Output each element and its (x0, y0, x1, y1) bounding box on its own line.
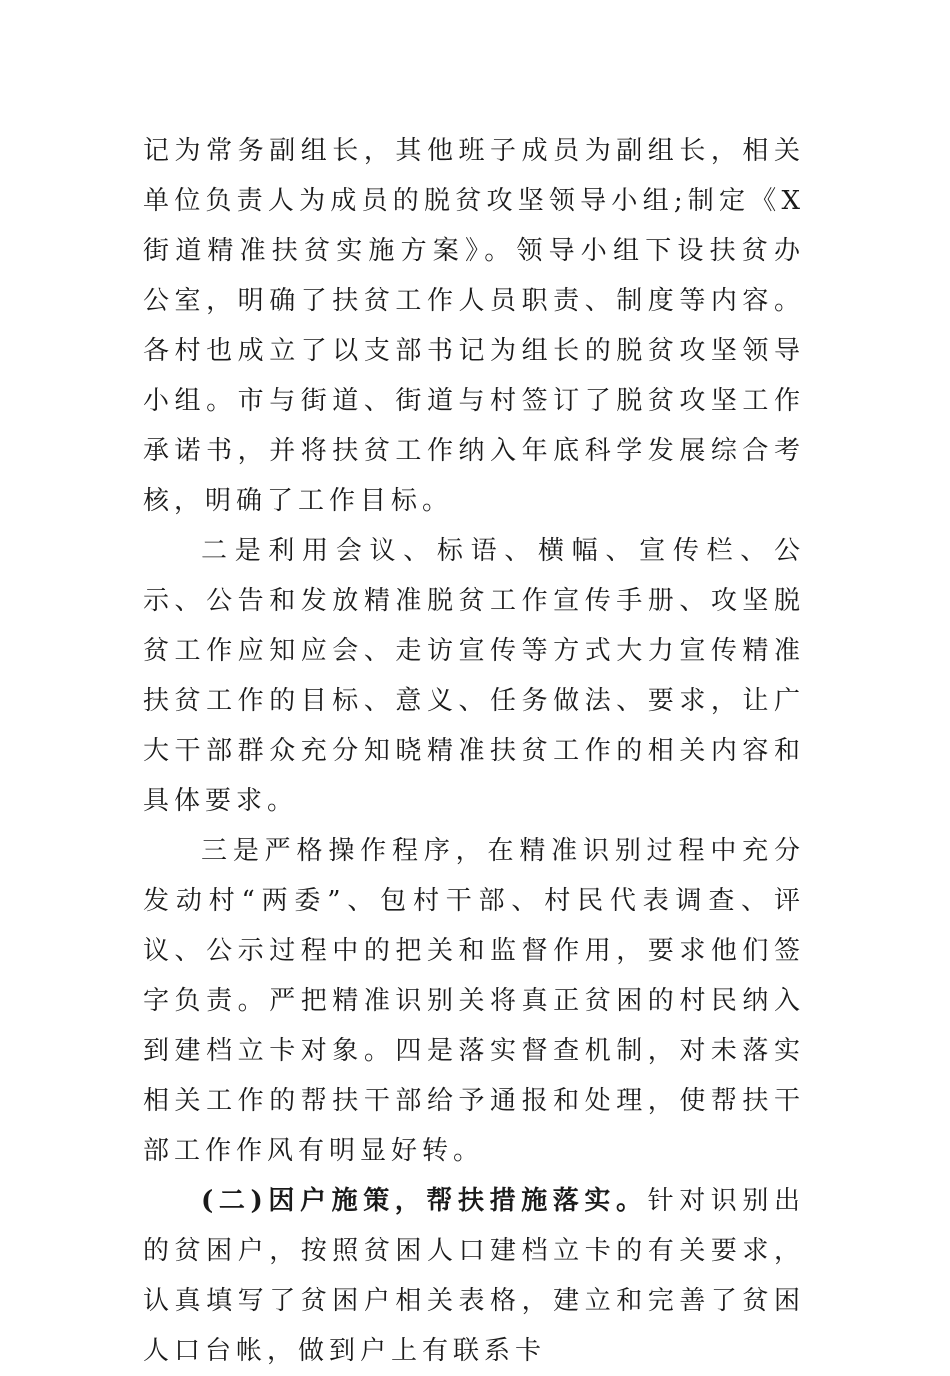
paragraph-2 (143, 526, 805, 826)
paragraph-1 (143, 126, 805, 526)
paragraph-3 (143, 826, 805, 1176)
paragraph-2-text: 二是利用会议、标语、横幅、宣传栏、公示、公告和发放精准脱贫工作宣传手册、攻坚脱贫工作应知应会、走访宣传等方式大力宣传精准扶贫工作的目标、意义、任务做法、要求，让广大干部群众充分知晓精准扶贫工作的相关内容和具体要求。 (143, 536, 805, 816)
section-heading: (二)因户施策，帮扶措施落实。 (201, 1186, 648, 1216)
document-body (143, 126, 805, 1376)
paragraph-4 (143, 1176, 805, 1376)
paragraph-1-text: 记为常务副组长，其他班子成员为副组长，相关单位负责人为成员的脱贫攻坚领导小组;制定《X街道精准扶贫实施方案》。领导小组下设扶贫办公室，明确了扶贫工作人员职责、制度等内容。各村也成立了以支部书记为组长的脱贫攻坚领导小组。市与街道、街道与村签订了脱贫攻坚工作承诺书，并将扶贫工作纳入年底科学发展综合考核，明确了工作目标。 (143, 136, 805, 516)
paragraph-4-text: 针对识别出的贫困户，按照贫困人口建档立卡的有关要求，认真填写了贫困户相关表格，建立和完善了贫困人口台帐，做到户上有联系卡 (143, 1186, 805, 1366)
paragraph-3-text: 三是严格操作程序，在精准识别过程中充分发动村“两委”、包村干部、村民代表调查、评议、公示过程中的把关和监督作用，要求他们签字负责。严把精准识别关将真正贫困的村民纳入到建档立卡对象。四是落实督查机制，对未落实相关工作的帮扶干部给予通报和处理，使帮扶干部工作作风有明显好转。 (143, 836, 805, 1166)
